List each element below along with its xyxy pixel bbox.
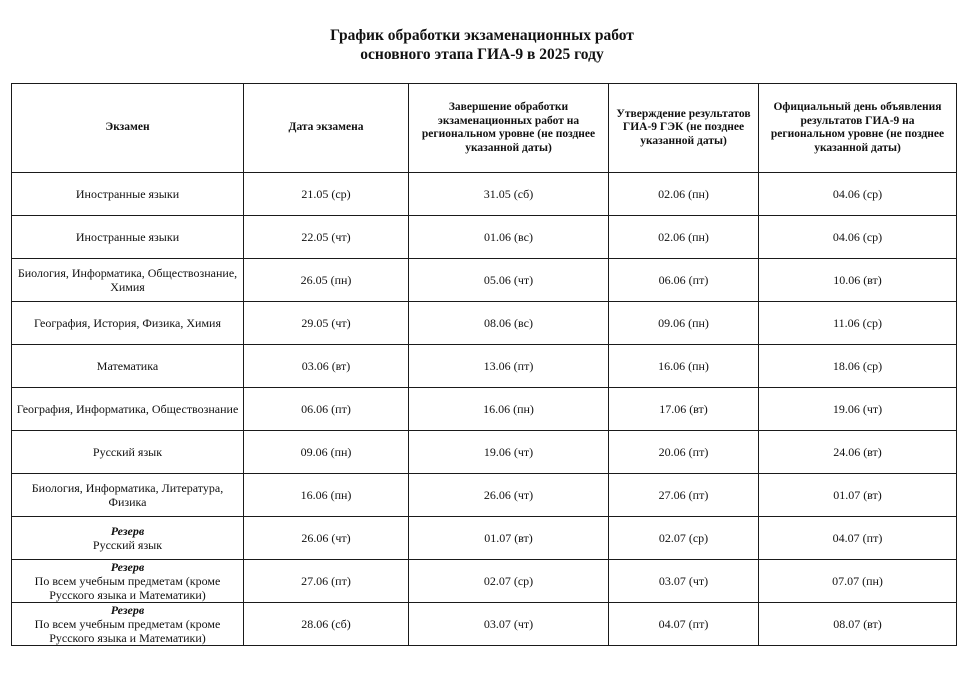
cell-processing: 19.06 (чт)	[409, 431, 609, 474]
cell-approval: 02.06 (пн)	[609, 216, 759, 259]
table-row	[12, 388, 957, 431]
table-row	[12, 560, 957, 603]
cell-approval: 20.06 (пт)	[609, 431, 759, 474]
header-date: Дата экзамена	[244, 84, 409, 173]
cell-processing: 13.06 (пт)	[409, 345, 609, 388]
cell-date: 16.06 (пн)	[244, 474, 409, 517]
exam-subjects: География, История, Физика, Химия	[34, 316, 221, 330]
cell-approval: 02.06 (пн)	[609, 173, 759, 216]
cell-announcement: 07.07 (пн)	[759, 560, 957, 603]
cell-approval: 27.06 (пт)	[609, 474, 759, 517]
cell-processing: 08.06 (вс)	[409, 302, 609, 345]
exam-subjects: Русский язык	[92, 445, 163, 459]
cell-exam	[12, 259, 244, 302]
cell-date: 06.06 (пт)	[244, 388, 409, 431]
cell-approval: 17.06 (вт)	[609, 388, 759, 431]
exam-subjects: Биология, Информатика, Литература, Физика	[31, 481, 224, 509]
exam-subjects: Иностранные языки	[75, 230, 180, 244]
cell-announcement: 19.06 (чт)	[759, 388, 957, 431]
exam-subjects: Иностранные языки	[75, 187, 180, 201]
header-exam: Экзамен	[12, 84, 244, 173]
cell-exam	[12, 173, 244, 216]
cell-announcement: 04.06 (ср)	[759, 173, 957, 216]
table-row	[12, 517, 957, 560]
cell-announcement: 24.06 (вт)	[759, 431, 957, 474]
cell-exam	[12, 474, 244, 517]
cell-processing: 31.05 (сб)	[409, 173, 609, 216]
cell-date: 26.06 (чт)	[244, 517, 409, 560]
cell-processing: 03.07 (чт)	[409, 603, 609, 646]
reserve-label: Резерв	[110, 603, 145, 617]
table-row	[12, 216, 957, 259]
cell-announcement: 01.07 (вт)	[759, 474, 957, 517]
cell-date: 21.05 (ср)	[244, 173, 409, 216]
cell-date: 03.06 (вт)	[244, 345, 409, 388]
cell-date: 09.06 (пн)	[244, 431, 409, 474]
cell-exam	[12, 388, 244, 431]
cell-announcement: 10.06 (вт)	[759, 259, 957, 302]
header-announcement: Официальный день объявления результатов ГИА-9 на региональном уровне (не позднее указанной даты)	[759, 84, 957, 173]
table-header-row	[12, 84, 957, 173]
table-row	[12, 474, 957, 517]
schedule-table	[11, 83, 957, 646]
cell-date: 28.06 (сб)	[244, 603, 409, 646]
cell-processing: 01.07 (вт)	[409, 517, 609, 560]
exam-subjects: Русский язык	[92, 538, 163, 552]
header-processing: Завершение обработки экзаменационных работ на региональном уровне (не позднее указанной даты)	[409, 84, 609, 173]
cell-date: 27.06 (пт)	[244, 560, 409, 603]
exam-subjects: Математика	[96, 359, 159, 373]
title-line-2: основного этапа ГИА-9 в 2025 году	[360, 46, 604, 63]
cell-exam	[12, 345, 244, 388]
table-row	[12, 431, 957, 474]
cell-announcement: 08.07 (вт)	[759, 603, 957, 646]
cell-approval: 02.07 (ср)	[609, 517, 759, 560]
table-row	[12, 603, 957, 646]
table-row	[12, 259, 957, 302]
cell-approval: 03.07 (чт)	[609, 560, 759, 603]
table-row	[12, 345, 957, 388]
cell-date: 26.05 (пн)	[244, 259, 409, 302]
cell-exam	[12, 216, 244, 259]
cell-processing: 01.06 (вс)	[409, 216, 609, 259]
title-line-1: График обработки экзаменационных работ	[330, 27, 634, 44]
exam-subjects: По всем учебным предметам (кроме Русского языка и Математики)	[34, 617, 221, 645]
cell-processing: 02.07 (ср)	[409, 560, 609, 603]
cell-processing: 16.06 (пн)	[409, 388, 609, 431]
table-body	[12, 173, 957, 646]
cell-exam	[12, 560, 244, 603]
cell-announcement: 04.06 (ср)	[759, 216, 957, 259]
cell-processing: 26.06 (чт)	[409, 474, 609, 517]
cell-date: 29.05 (чт)	[244, 302, 409, 345]
exam-subjects: Биология, Информатика, Обществознание, Химия	[17, 266, 238, 294]
cell-exam	[12, 517, 244, 560]
cell-approval: 16.06 (пн)	[609, 345, 759, 388]
cell-processing: 05.06 (чт)	[409, 259, 609, 302]
table-row	[12, 173, 957, 216]
cell-approval: 06.06 (пт)	[609, 259, 759, 302]
cell-date: 22.05 (чт)	[244, 216, 409, 259]
cell-approval: 04.07 (пт)	[609, 603, 759, 646]
cell-approval: 09.06 (пн)	[609, 302, 759, 345]
cell-exam	[12, 603, 244, 646]
cell-announcement: 11.06 (ср)	[759, 302, 957, 345]
document-title	[0, 26, 964, 64]
cell-announcement: 18.06 (ср)	[759, 345, 957, 388]
reserve-label: Резерв	[110, 560, 145, 574]
reserve-label: Резерв	[110, 524, 145, 538]
exam-subjects: География, Информатика, Обществознание	[16, 402, 239, 416]
exam-subjects: По всем учебным предметам (кроме Русского языка и Математики)	[34, 574, 221, 602]
cell-exam	[12, 302, 244, 345]
cell-announcement: 04.07 (пт)	[759, 517, 957, 560]
table-row	[12, 302, 957, 345]
cell-exam	[12, 431, 244, 474]
header-approval: Утверждение результатов ГИА-9 ГЭК (не позднее указанной даты)	[609, 84, 759, 173]
